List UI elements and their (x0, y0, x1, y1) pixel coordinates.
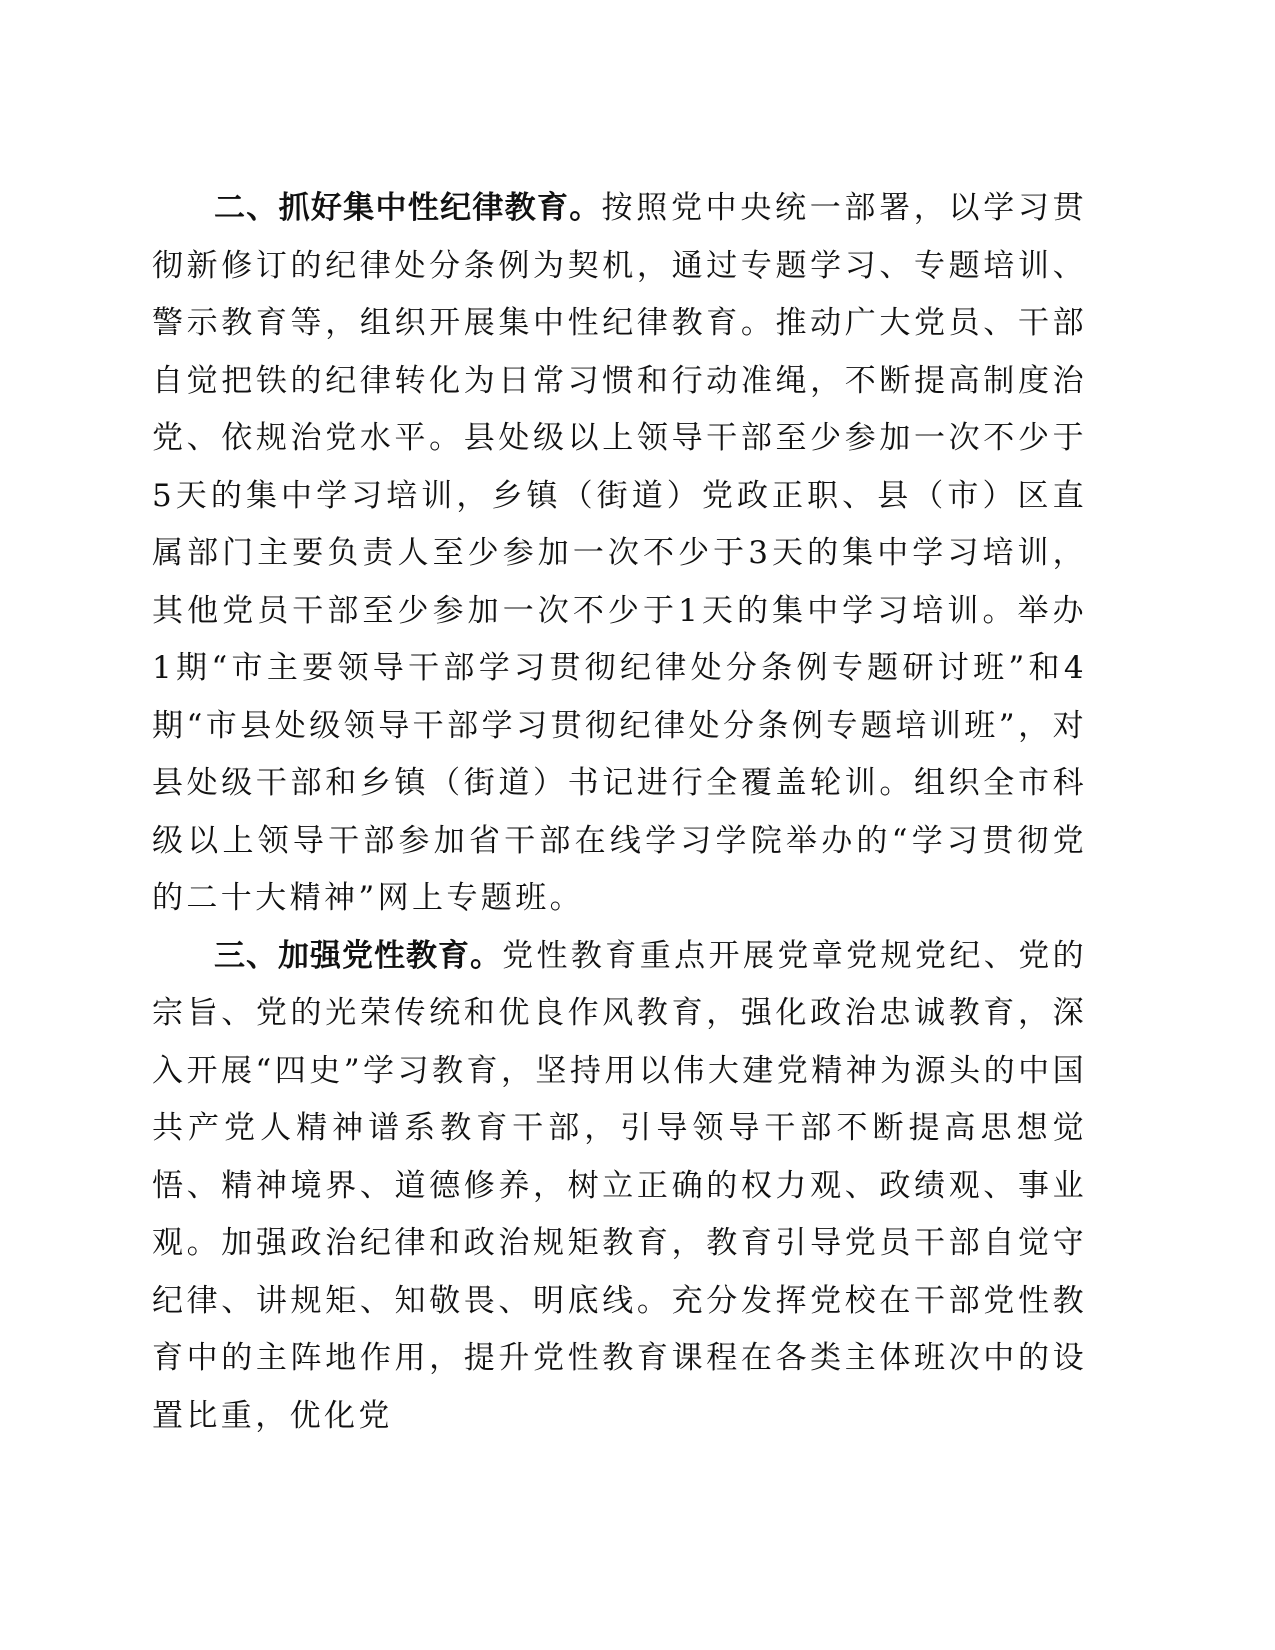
paragraph-party-spirit-education (152, 928, 1087, 1446)
section-heading-party-spirit-education: 三、加强党性教育。 (214, 937, 503, 974)
paragraph-text-party-spirit-education: 党性教育重点开展党章党规党纪、党的宗旨、党的光荣传统和优良作风教育，强化政治忠诚教育，深入开展“四史”学习教育，坚持用以伟大建党精神为源头的中国共产党人精神谱系教育干部，引导领导干部不断提高思想觉悟、精神境界、道德修养，树立正确的权力观、政绩观、事业观。加强政治纪律和政治规矩教育，教育引导党员干部自觉守纪律、讲规矩、知敬畏、明底线。充分发挥党校在干部党性教育中的主阵地作用，提升党性教育课程在各类主体班次中的设置比重，优化党 (152, 937, 1087, 1434)
document-body (152, 180, 1087, 1445)
paragraph-text-discipline-education: 按照党中央统一部署，以学习贯彻新修订的纪律处分条例为契机，通过专题学习、专题培训、警示教育等，组织开展集中性纪律教育。推动广大党员、干部自觉把铁的纪律转化为日常习惯和行动准绳，不断提高制度治党、依规治党水平。县处级以上领导干部至少参加一次不少于5天的集中学习培训，乡镇（街道）党政正职、县（市）区直属部门主要负责人至少参加一次不少于3天的集中学习培训，其他党员干部至少参加一次不少于1天的集中学习培训。举办1期“市主要领导干部学习贯彻纪律处分条例专题研讨班”和4期“市县处级领导干部学习贯彻纪律处分条例专题培训班”，对县处级干部和乡镇（街道）书记进行全覆盖轮训。组织全市科级以上领导干部参加省干部在线学习学院举办的“学习贯彻党的二十大精神”网上专题班。 (152, 190, 1087, 916)
paragraph-discipline-education (152, 180, 1087, 928)
section-heading-discipline-education: 二、抓好集中性纪律教育。 (214, 190, 602, 226)
